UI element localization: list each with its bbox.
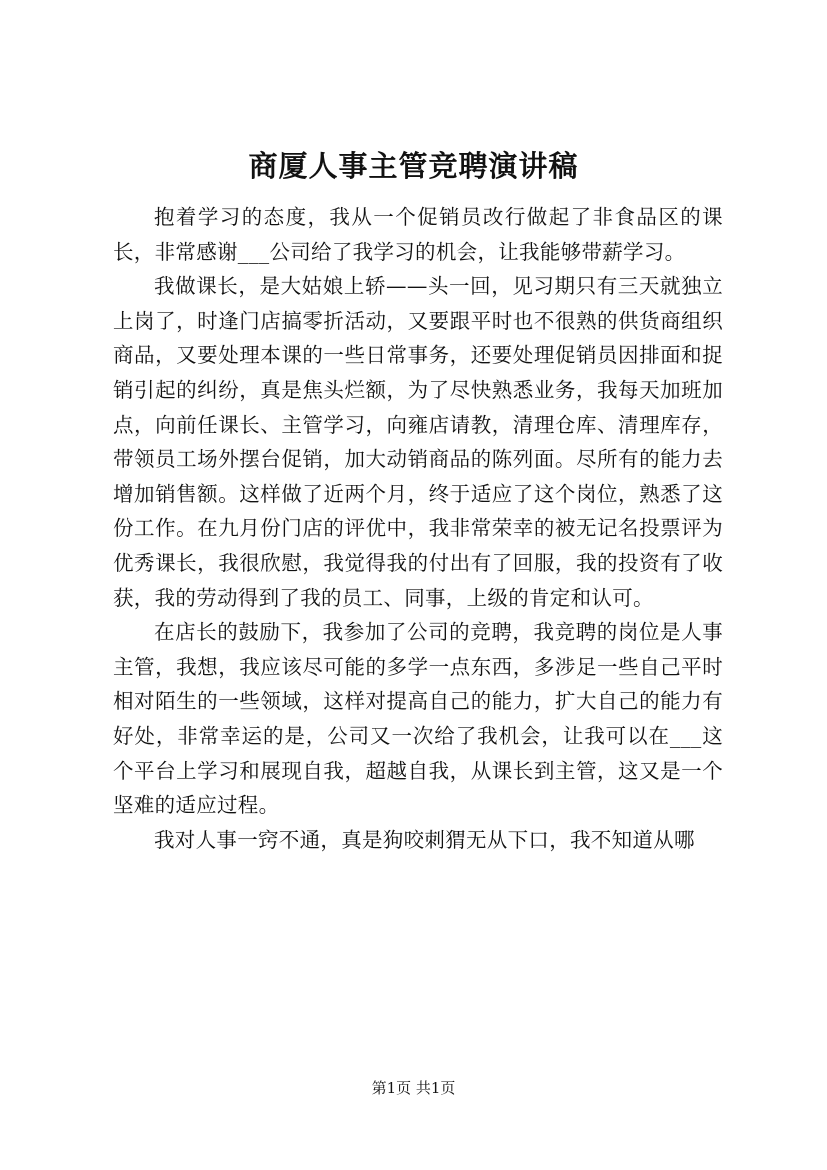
- paragraph: 我对人事一窍不通，真是狗咬刺猬无从下口，我不知道从哪: [154, 827, 695, 852]
- paragraph: 我做课长，是大姑娘上轿——头一回，见习期只有三天就独立上岗了，时逢门店搞零折活动，又要跟平时也不很熟的供货商组织商品，又要处理本课的一些日常事务，还要处理促销员因排面和捉销引起的纠纷，真是焦头烂额，为了尽快熟悉业务，我每天加班加点，向前任课长、主管学习，向雍店请教，清理仓库、清理库存，带领员工场外摆台促销，加大动销商品的陈列面。尽所有的能力去增加销售额。这样做了近两个月，终于适应了这个岗位，熟悉了这份工作。在九月份门店的评优中，我非常荣幸的被无记名投票评为优秀课长，我很欣慰，我觉得我的付出有了回服，我的投资有了收获，我的劳动得到了我的员工、同事，上级的肯定和认可。: [113, 274, 723, 610]
- document-body: [113, 200, 723, 857]
- paragraph: 在店长的鼓励下，我参加了公司的竞聘，我竞聘的岗位是人事主管，我想，我应该尽可能的多学一点东西，多涉足一些自己平时相对陌生的一些领域，这样对提高自己的能力，扩大自己的能力有好处，非常幸运的是，公司又一次给了我机会，让我可以在___这个平台上学习和展现自我，超越自我，从课长到主管，这又是一个坚难的适应过程。: [113, 620, 723, 818]
- paragraph: 抱着学习的态度，我从一个促销员改行做起了非食品区的课长，非常感谢___公司给了我学习的机会，让我能够带薪学习。: [113, 205, 723, 264]
- page-footer: 第1页 共1页: [371, 1079, 456, 1097]
- document-title: 商厦人事主管竞聘演讲稿: [248, 149, 579, 183]
